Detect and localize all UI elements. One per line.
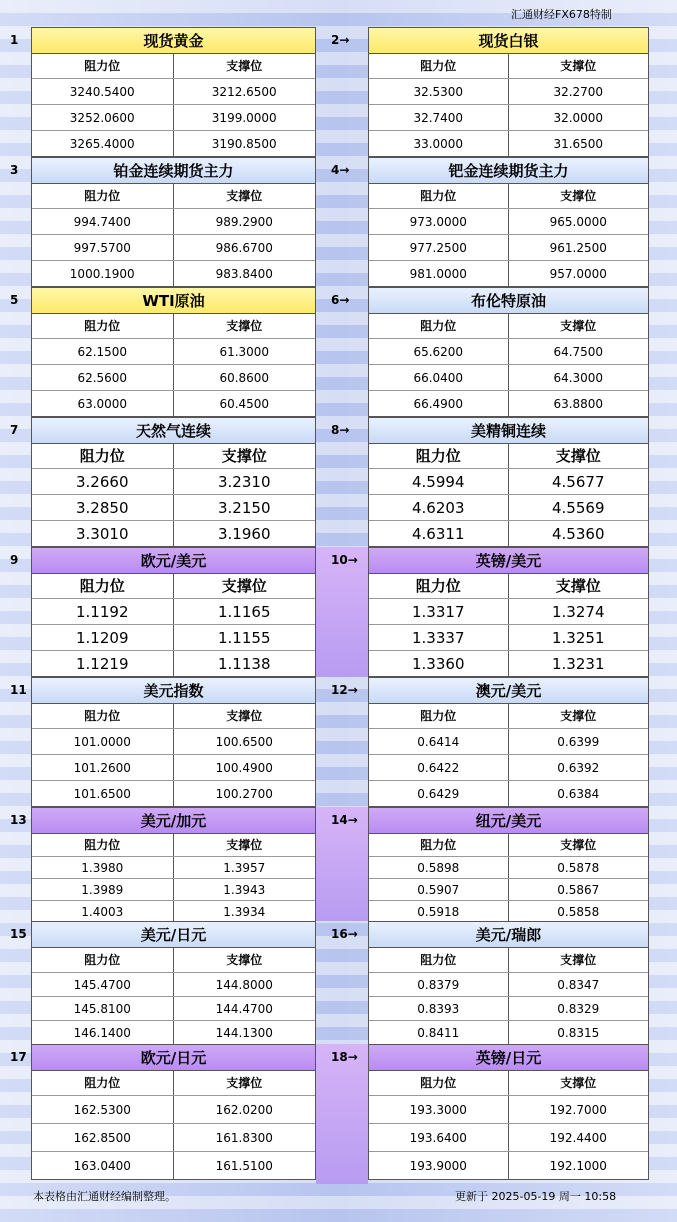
section-number: 15 — [10, 927, 27, 941]
table-row — [369, 261, 648, 287]
section-number: 13 — [10, 813, 27, 827]
resistance-value: 146.1400 — [32, 1021, 174, 1045]
panel-title: 欧元/美元 — [32, 548, 315, 574]
resistance-value: 3252.0600 — [32, 105, 174, 130]
quote-panel — [31, 921, 316, 1045]
header-row — [32, 183, 315, 209]
resistance-value: 1.3317 — [369, 599, 509, 624]
resistance-value: 193.6400 — [369, 1124, 509, 1151]
resistance-value: 3265.4000 — [32, 131, 174, 157]
header-row — [32, 947, 315, 973]
footer-updated: 更新于 2025-05-19 周一 10:58 — [455, 1190, 617, 1203]
support-value: 161.8300 — [215, 1131, 273, 1145]
support-value: 61.3000 — [219, 345, 270, 359]
support-value: 961.2500 — [549, 241, 607, 255]
resistance-label: 阻力位 — [369, 947, 509, 972]
resistance-value: 1000.1900 — [32, 261, 174, 287]
support-value: 63.8800 — [553, 397, 604, 411]
resistance-value: 162.8500 — [32, 1124, 174, 1151]
panel-title: 天然气连续 — [32, 418, 315, 444]
panel-title: 美元/瑞郎 — [369, 922, 648, 948]
header-row — [369, 53, 648, 79]
support-value: 192.1000 — [549, 1159, 607, 1173]
resistance-value: 3.3010 — [32, 521, 174, 547]
resistance-label: 阻力位 — [369, 183, 509, 208]
support-value: 1.3251 — [552, 629, 605, 647]
resistance-value: 4.6203 — [369, 495, 509, 520]
table-row — [32, 651, 315, 677]
quote-panel — [368, 921, 649, 1045]
table-row — [32, 857, 315, 879]
support-value: 957.0000 — [549, 267, 607, 281]
resistance-value: 0.5898 — [369, 857, 509, 878]
support-value: 1.1165 — [218, 603, 271, 621]
support-value: 144.4700 — [215, 1002, 273, 1016]
resistance-value: 32.7400 — [369, 105, 509, 130]
resistance-value: 145.4700 — [32, 973, 174, 996]
footer-note: 本表格由汇通财经编制整理。 — [33, 1190, 176, 1203]
support-value: 64.7500 — [553, 345, 604, 359]
header-row — [32, 573, 315, 599]
support-value: 64.3000 — [553, 371, 604, 385]
table-row — [32, 901, 315, 923]
resistance-value: 66.4900 — [369, 391, 509, 417]
support-value: 1.3934 — [223, 905, 266, 919]
resistance-value: 3.2660 — [32, 469, 174, 494]
support-value: 0.8329 — [557, 1002, 600, 1016]
resistance-label: 阻力位 — [369, 573, 509, 598]
header-row — [369, 947, 648, 973]
support-label: 支撑位 — [221, 577, 267, 595]
table-row — [369, 879, 648, 901]
resistance-value: 0.5907 — [369, 879, 509, 900]
table-row — [369, 495, 648, 521]
panel-title: 现货白银 — [369, 28, 648, 54]
header-row — [32, 1070, 315, 1096]
resistance-value: 1.3337 — [369, 625, 509, 650]
table-row — [32, 521, 315, 547]
header-row — [32, 833, 315, 857]
support-label: 支撑位 — [560, 59, 597, 73]
table-row — [369, 105, 648, 131]
table-row — [369, 339, 648, 365]
table-row — [32, 209, 315, 235]
support-value: 31.6500 — [553, 137, 604, 151]
resistance-value: 65.6200 — [369, 339, 509, 364]
support-value: 3199.0000 — [211, 111, 277, 125]
table-row — [32, 235, 315, 261]
section-number: 2→ — [331, 33, 350, 47]
section-number: 9 — [10, 553, 19, 567]
table-row — [32, 1124, 315, 1152]
table-row — [32, 469, 315, 495]
support-label: 支撑位 — [560, 838, 597, 852]
table-row — [32, 729, 315, 755]
panel-title: 英镑/美元 — [369, 548, 648, 574]
support-value: 100.6500 — [215, 735, 273, 749]
quote-panel — [31, 677, 316, 807]
resistance-value: 193.9000 — [369, 1152, 509, 1180]
panel-title: 欧元/日元 — [32, 1045, 315, 1071]
support-value: 100.4900 — [215, 761, 273, 775]
panel-title: 纽元/美元 — [369, 808, 648, 834]
table-row — [32, 1021, 315, 1045]
support-value: 1.3957 — [223, 861, 266, 875]
resistance-value: 101.0000 — [32, 729, 174, 754]
support-value: 161.5100 — [215, 1159, 273, 1173]
table-row — [369, 1021, 648, 1045]
section-number: 4→ — [331, 163, 350, 177]
support-label: 支撑位 — [560, 319, 597, 333]
quote-panel — [368, 677, 649, 807]
resistance-value: 33.0000 — [369, 131, 509, 157]
support-value: 1.1138 — [218, 655, 271, 673]
quote-panel — [31, 1044, 316, 1180]
section-number: 8→ — [331, 423, 350, 437]
support-value: 192.7000 — [549, 1103, 607, 1117]
support-label: 支撑位 — [226, 59, 263, 73]
table-row — [32, 1152, 315, 1180]
section-number: 18→ — [331, 1050, 358, 1064]
table-row — [369, 469, 648, 495]
resistance-value: 1.1219 — [32, 651, 174, 677]
resistance-value: 981.0000 — [369, 261, 509, 287]
resistance-label: 阻力位 — [32, 313, 174, 338]
support-value: 3212.6500 — [211, 85, 277, 99]
resistance-label: 阻力位 — [32, 573, 174, 598]
panel-title: 美元/日元 — [32, 922, 315, 948]
table-row — [369, 997, 648, 1021]
support-label: 支撑位 — [226, 189, 263, 203]
support-value: 32.0000 — [553, 111, 604, 125]
support-value: 0.6384 — [557, 787, 600, 801]
support-label: 支撑位 — [226, 709, 263, 723]
table-row — [369, 209, 648, 235]
support-value: 0.6399 — [557, 735, 600, 749]
resistance-label: 阻力位 — [369, 1070, 509, 1095]
resistance-label: 阻力位 — [369, 703, 509, 728]
header-row — [369, 1070, 648, 1096]
resistance-value: 1.3989 — [32, 879, 174, 900]
quote-panel — [31, 807, 316, 923]
quote-panel — [31, 27, 316, 157]
table-row — [369, 729, 648, 755]
table-row — [32, 495, 315, 521]
support-value: 144.8000 — [215, 978, 273, 992]
table-row — [32, 79, 315, 105]
section-number: 3 — [10, 163, 19, 177]
resistance-value: 101.2600 — [32, 755, 174, 780]
resistance-value: 62.5600 — [32, 365, 174, 390]
resistance-value: 973.0000 — [369, 209, 509, 234]
header-row — [369, 573, 648, 599]
panel-title: 钯金连续期货主力 — [369, 158, 648, 184]
resistance-label: 阻力位 — [32, 443, 174, 468]
resistance-value: 63.0000 — [32, 391, 174, 417]
resistance-label: 阻力位 — [369, 53, 509, 78]
section-number: 10→ — [331, 553, 358, 567]
support-value: 60.8600 — [219, 371, 270, 385]
table-row — [369, 781, 648, 807]
support-label: 支撑位 — [560, 709, 597, 723]
resistance-value: 997.5700 — [32, 235, 174, 260]
quote-panel — [368, 1044, 649, 1180]
panel-title: 铂金连续期货主力 — [32, 158, 315, 184]
section-number: 17 — [10, 1050, 27, 1064]
support-value: 144.1300 — [215, 1026, 273, 1040]
panel-title: 澳元/美元 — [369, 678, 648, 704]
section-number: 6→ — [331, 293, 350, 307]
table-row — [369, 521, 648, 547]
support-value: 60.4500 — [219, 397, 270, 411]
section-number: 1 — [10, 33, 19, 47]
support-value: 0.5867 — [557, 883, 600, 897]
support-label: 支撑位 — [560, 1076, 597, 1090]
panel-title: 美精铜连续 — [369, 418, 648, 444]
resistance-value: 66.0400 — [369, 365, 509, 390]
table-row — [369, 651, 648, 677]
support-value: 0.8315 — [557, 1026, 600, 1040]
quote-panel — [31, 417, 316, 547]
support-label: 支撑位 — [555, 447, 601, 465]
resistance-value: 3.2850 — [32, 495, 174, 520]
section-number: 11 — [10, 683, 27, 697]
resistance-value: 977.2500 — [369, 235, 509, 260]
table-row — [32, 781, 315, 807]
quote-panel — [368, 157, 649, 287]
table-row — [32, 755, 315, 781]
resistance-label: 阻力位 — [369, 443, 509, 468]
quote-panel — [31, 157, 316, 287]
support-value: 989.2900 — [215, 215, 273, 229]
resistance-label: 阻力位 — [32, 833, 174, 856]
table-row — [369, 625, 648, 651]
resistance-value: 1.4003 — [32, 901, 174, 923]
support-value: 0.5878 — [557, 861, 600, 875]
header-row — [369, 443, 648, 469]
table-row — [32, 997, 315, 1021]
panel-title: 英镑/日元 — [369, 1045, 648, 1071]
resistance-value: 994.7400 — [32, 209, 174, 234]
support-label: 支撑位 — [226, 1076, 263, 1090]
support-value: 3.2150 — [218, 499, 271, 517]
table-row — [32, 973, 315, 997]
table-row — [32, 339, 315, 365]
support-value: 1.3274 — [552, 603, 605, 621]
table-row — [369, 1124, 648, 1152]
header-row — [369, 833, 648, 857]
header-row — [32, 443, 315, 469]
support-value: 4.5360 — [552, 525, 605, 543]
table-row — [369, 79, 648, 105]
resistance-value: 62.1500 — [32, 339, 174, 364]
support-label: 支撑位 — [226, 319, 263, 333]
resistance-label: 阻力位 — [32, 183, 174, 208]
table-row — [32, 391, 315, 417]
header-row — [369, 703, 648, 729]
resistance-label: 阻力位 — [369, 313, 509, 338]
resistance-value: 0.6414 — [369, 729, 509, 754]
table-row — [32, 365, 315, 391]
quote-panel — [31, 547, 316, 677]
table-row — [32, 625, 315, 651]
section-number: 5 — [10, 293, 19, 307]
quote-panel — [368, 417, 649, 547]
table-row — [32, 131, 315, 157]
resistance-value: 163.0400 — [32, 1152, 174, 1180]
quote-panel — [368, 807, 649, 923]
resistance-value: 0.8393 — [369, 997, 509, 1020]
resistance-value: 145.8100 — [32, 997, 174, 1020]
resistance-value: 0.6429 — [369, 781, 509, 807]
resistance-value: 4.6311 — [369, 521, 509, 547]
resistance-value: 0.8379 — [369, 973, 509, 996]
support-value: 1.1155 — [218, 629, 271, 647]
support-value: 1.3231 — [552, 655, 605, 673]
header-row — [369, 313, 648, 339]
support-value: 162.0200 — [215, 1103, 273, 1117]
table-row — [369, 131, 648, 157]
panel-title: WTI原油 — [32, 288, 315, 314]
section-number: 12→ — [331, 683, 358, 697]
resistance-value: 1.1209 — [32, 625, 174, 650]
panel-title: 现货黄金 — [32, 28, 315, 54]
support-value: 3.2310 — [218, 473, 271, 491]
resistance-label: 阻力位 — [32, 703, 174, 728]
resistance-value: 193.3000 — [369, 1096, 509, 1123]
resistance-label: 阻力位 — [32, 53, 174, 78]
table-row — [32, 1096, 315, 1124]
support-value: 3.1960 — [218, 525, 271, 543]
resistance-value: 32.5300 — [369, 79, 509, 104]
table-row — [369, 365, 648, 391]
support-value: 1.3943 — [223, 883, 266, 897]
support-value: 192.4400 — [549, 1131, 607, 1145]
header-row — [32, 313, 315, 339]
support-value: 0.8347 — [557, 978, 600, 992]
panel-title: 美元/加元 — [32, 808, 315, 834]
support-label: 支撑位 — [221, 447, 267, 465]
support-value: 983.8400 — [215, 267, 273, 281]
resistance-value: 1.3360 — [369, 651, 509, 677]
table-row — [369, 857, 648, 879]
table-row — [32, 105, 315, 131]
header-row — [32, 703, 315, 729]
support-value: 100.2700 — [215, 787, 273, 801]
section-number: 16→ — [331, 927, 358, 941]
table-row — [369, 755, 648, 781]
header-row — [369, 183, 648, 209]
resistance-label: 阻力位 — [32, 947, 174, 972]
resistance-value: 4.5994 — [369, 469, 509, 494]
support-value: 4.5569 — [552, 499, 605, 517]
support-value: 965.0000 — [549, 215, 607, 229]
section-number: 7 — [10, 423, 19, 437]
support-label: 支撑位 — [226, 953, 263, 967]
resistance-label: 阻力位 — [32, 1070, 174, 1095]
table-row — [369, 1096, 648, 1124]
resistance-value: 162.5300 — [32, 1096, 174, 1123]
support-label: 支撑位 — [555, 577, 601, 595]
panel-title: 布伦特原油 — [369, 288, 648, 314]
table-row — [369, 1152, 648, 1180]
resistance-label: 阻力位 — [369, 833, 509, 856]
support-label: 支撑位 — [560, 189, 597, 203]
table-row — [32, 879, 315, 901]
resistance-value: 1.3980 — [32, 857, 174, 878]
table-row — [369, 599, 648, 625]
table-row — [32, 261, 315, 287]
resistance-value: 101.6500 — [32, 781, 174, 807]
support-value: 986.6700 — [215, 241, 273, 255]
table-row — [369, 235, 648, 261]
table-row — [369, 391, 648, 417]
support-value: 4.5677 — [552, 473, 605, 491]
resistance-value: 0.8411 — [369, 1021, 509, 1045]
support-label: 支撑位 — [226, 838, 263, 852]
header-row — [32, 53, 315, 79]
quote-panel — [31, 287, 316, 417]
quote-panel — [368, 547, 649, 677]
resistance-value: 0.5918 — [369, 901, 509, 923]
quote-panel — [368, 287, 649, 417]
support-value: 3190.8500 — [211, 137, 277, 151]
table-row — [32, 599, 315, 625]
table-row — [369, 973, 648, 997]
resistance-value: 0.6422 — [369, 755, 509, 780]
support-value: 32.2700 — [553, 85, 604, 99]
support-label: 支撑位 — [560, 953, 597, 967]
quote-panel — [368, 27, 649, 157]
table-row — [369, 901, 648, 923]
support-value: 0.6392 — [557, 761, 600, 775]
section-number: 14→ — [331, 813, 358, 827]
resistance-value: 1.1192 — [32, 599, 174, 624]
resistance-value: 3240.5400 — [32, 79, 174, 104]
header-caption: 汇通财经FX678特制 — [511, 8, 612, 21]
support-value: 0.5858 — [557, 905, 600, 919]
panel-title: 美元指数 — [32, 678, 315, 704]
